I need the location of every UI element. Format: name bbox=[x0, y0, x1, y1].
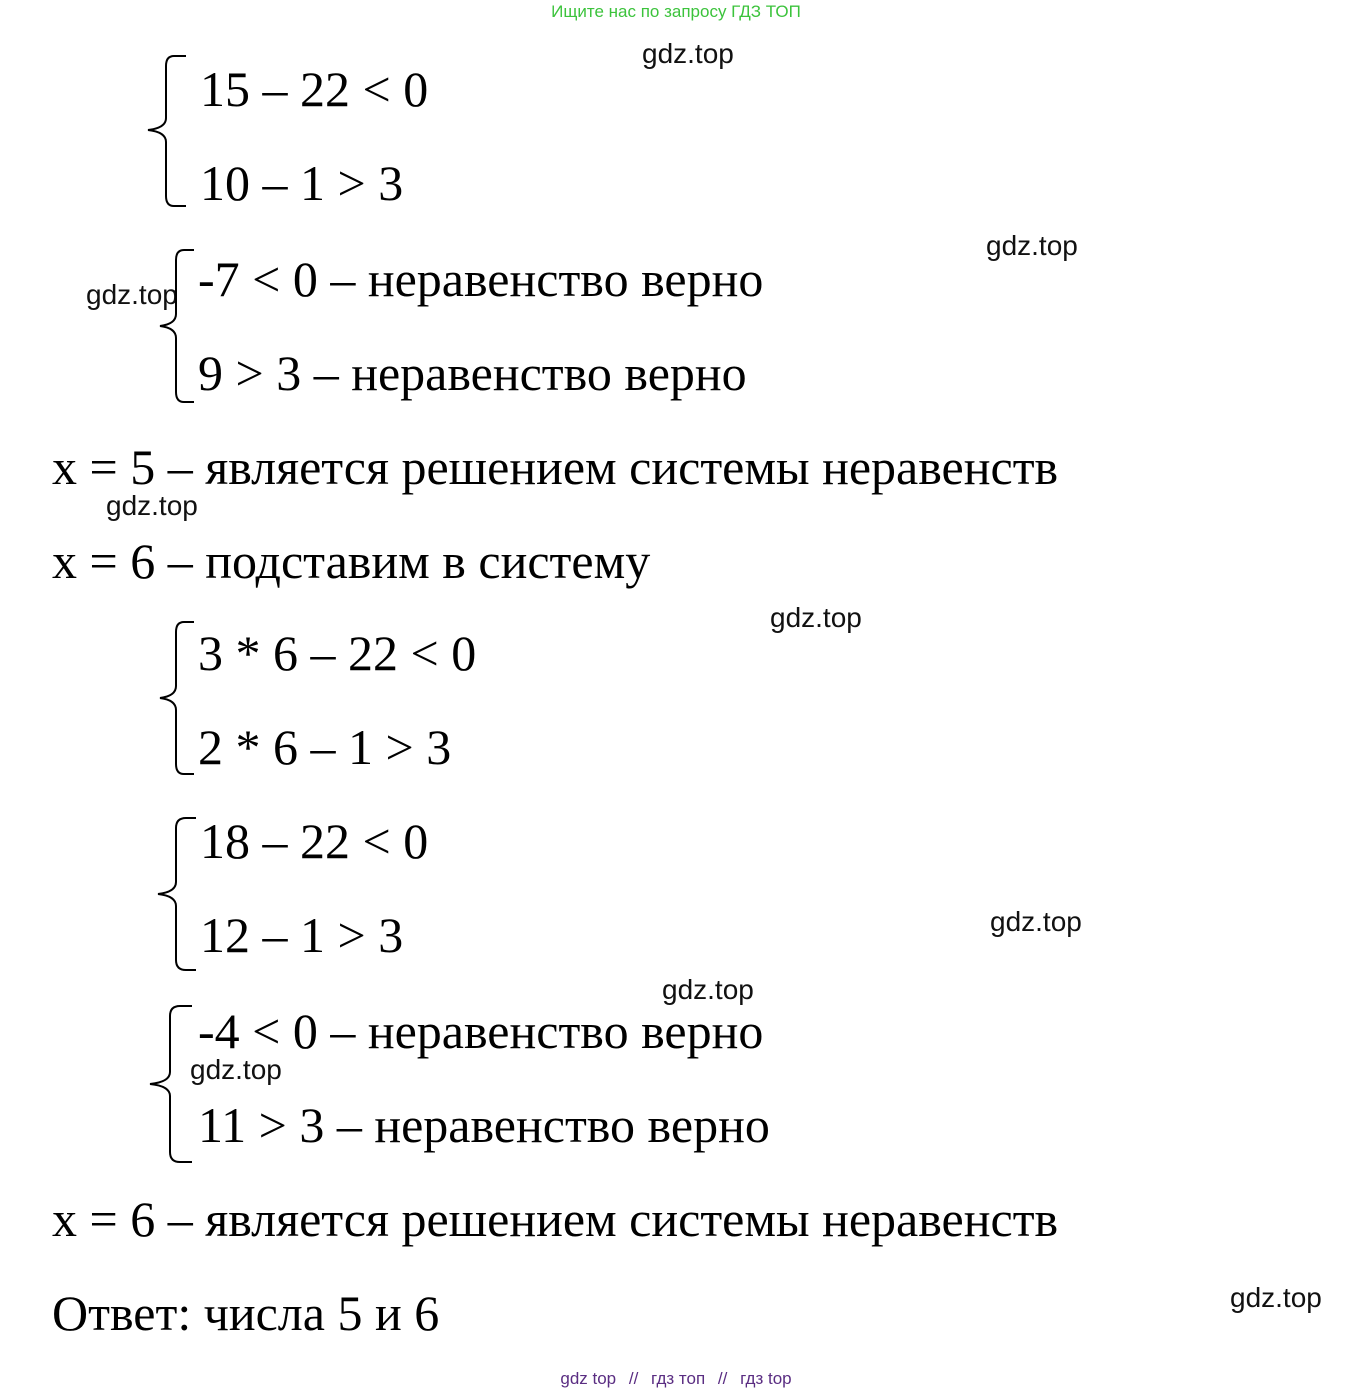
footer-links bbox=[0, 1369, 1352, 1389]
system-line: 12 – 1 > 3 bbox=[200, 907, 404, 963]
statement-x6-substitute: x = 6 – подставим в систему bbox=[52, 533, 651, 589]
watermark: gdz.top bbox=[86, 279, 178, 310]
watermark: gdz.top bbox=[190, 1054, 282, 1085]
footer-link[interactable]: gdz top bbox=[560, 1369, 617, 1388]
system-brace bbox=[146, 54, 190, 208]
system-line: -7 < 0 – неравенство верно bbox=[198, 251, 764, 307]
watermark: gdz.top bbox=[106, 490, 198, 521]
system-brace bbox=[148, 1004, 196, 1164]
footer-separator: // bbox=[717, 1369, 728, 1388]
watermark: gdz.top bbox=[770, 602, 862, 633]
system-line: 9 > 3 – неравенство верно bbox=[198, 345, 747, 401]
system-line: 15 – 22 < 0 bbox=[200, 61, 429, 117]
system-line: -4 < 0 – неравенство верно bbox=[198, 1003, 764, 1059]
system-line: 18 – 22 < 0 bbox=[200, 813, 429, 869]
search-banner: Ищите нас по запросу ГДЗ ТОП bbox=[551, 2, 801, 21]
system-line: 3 * 6 – 22 < 0 bbox=[198, 625, 477, 681]
system-line: 11 > 3 – неравенство верно bbox=[198, 1097, 770, 1153]
watermark: gdz.top bbox=[662, 974, 754, 1005]
watermark: gdz.top bbox=[642, 38, 734, 69]
system-brace bbox=[158, 620, 198, 776]
system-line: 2 * 6 – 1 > 3 bbox=[198, 719, 452, 775]
system-brace bbox=[158, 248, 198, 404]
watermark: gdz.top bbox=[986, 230, 1078, 261]
footer-separator: // bbox=[628, 1369, 639, 1388]
statement-x5-solution: x = 5 – является решением системы неравенств bbox=[52, 439, 1059, 495]
watermark: gdz.top bbox=[990, 906, 1082, 937]
system-line: 10 – 1 > 3 bbox=[200, 155, 404, 211]
footer-link[interactable]: гдз топ bbox=[651, 1369, 706, 1388]
system-brace bbox=[156, 816, 200, 972]
answer: Ответ: числа 5 и 6 bbox=[52, 1285, 440, 1341]
statement-x6-solution: x = 6 – является решением системы неравенств bbox=[52, 1191, 1059, 1247]
footer-link[interactable]: гдз top bbox=[740, 1369, 792, 1388]
watermark: gdz.top bbox=[1230, 1282, 1322, 1313]
